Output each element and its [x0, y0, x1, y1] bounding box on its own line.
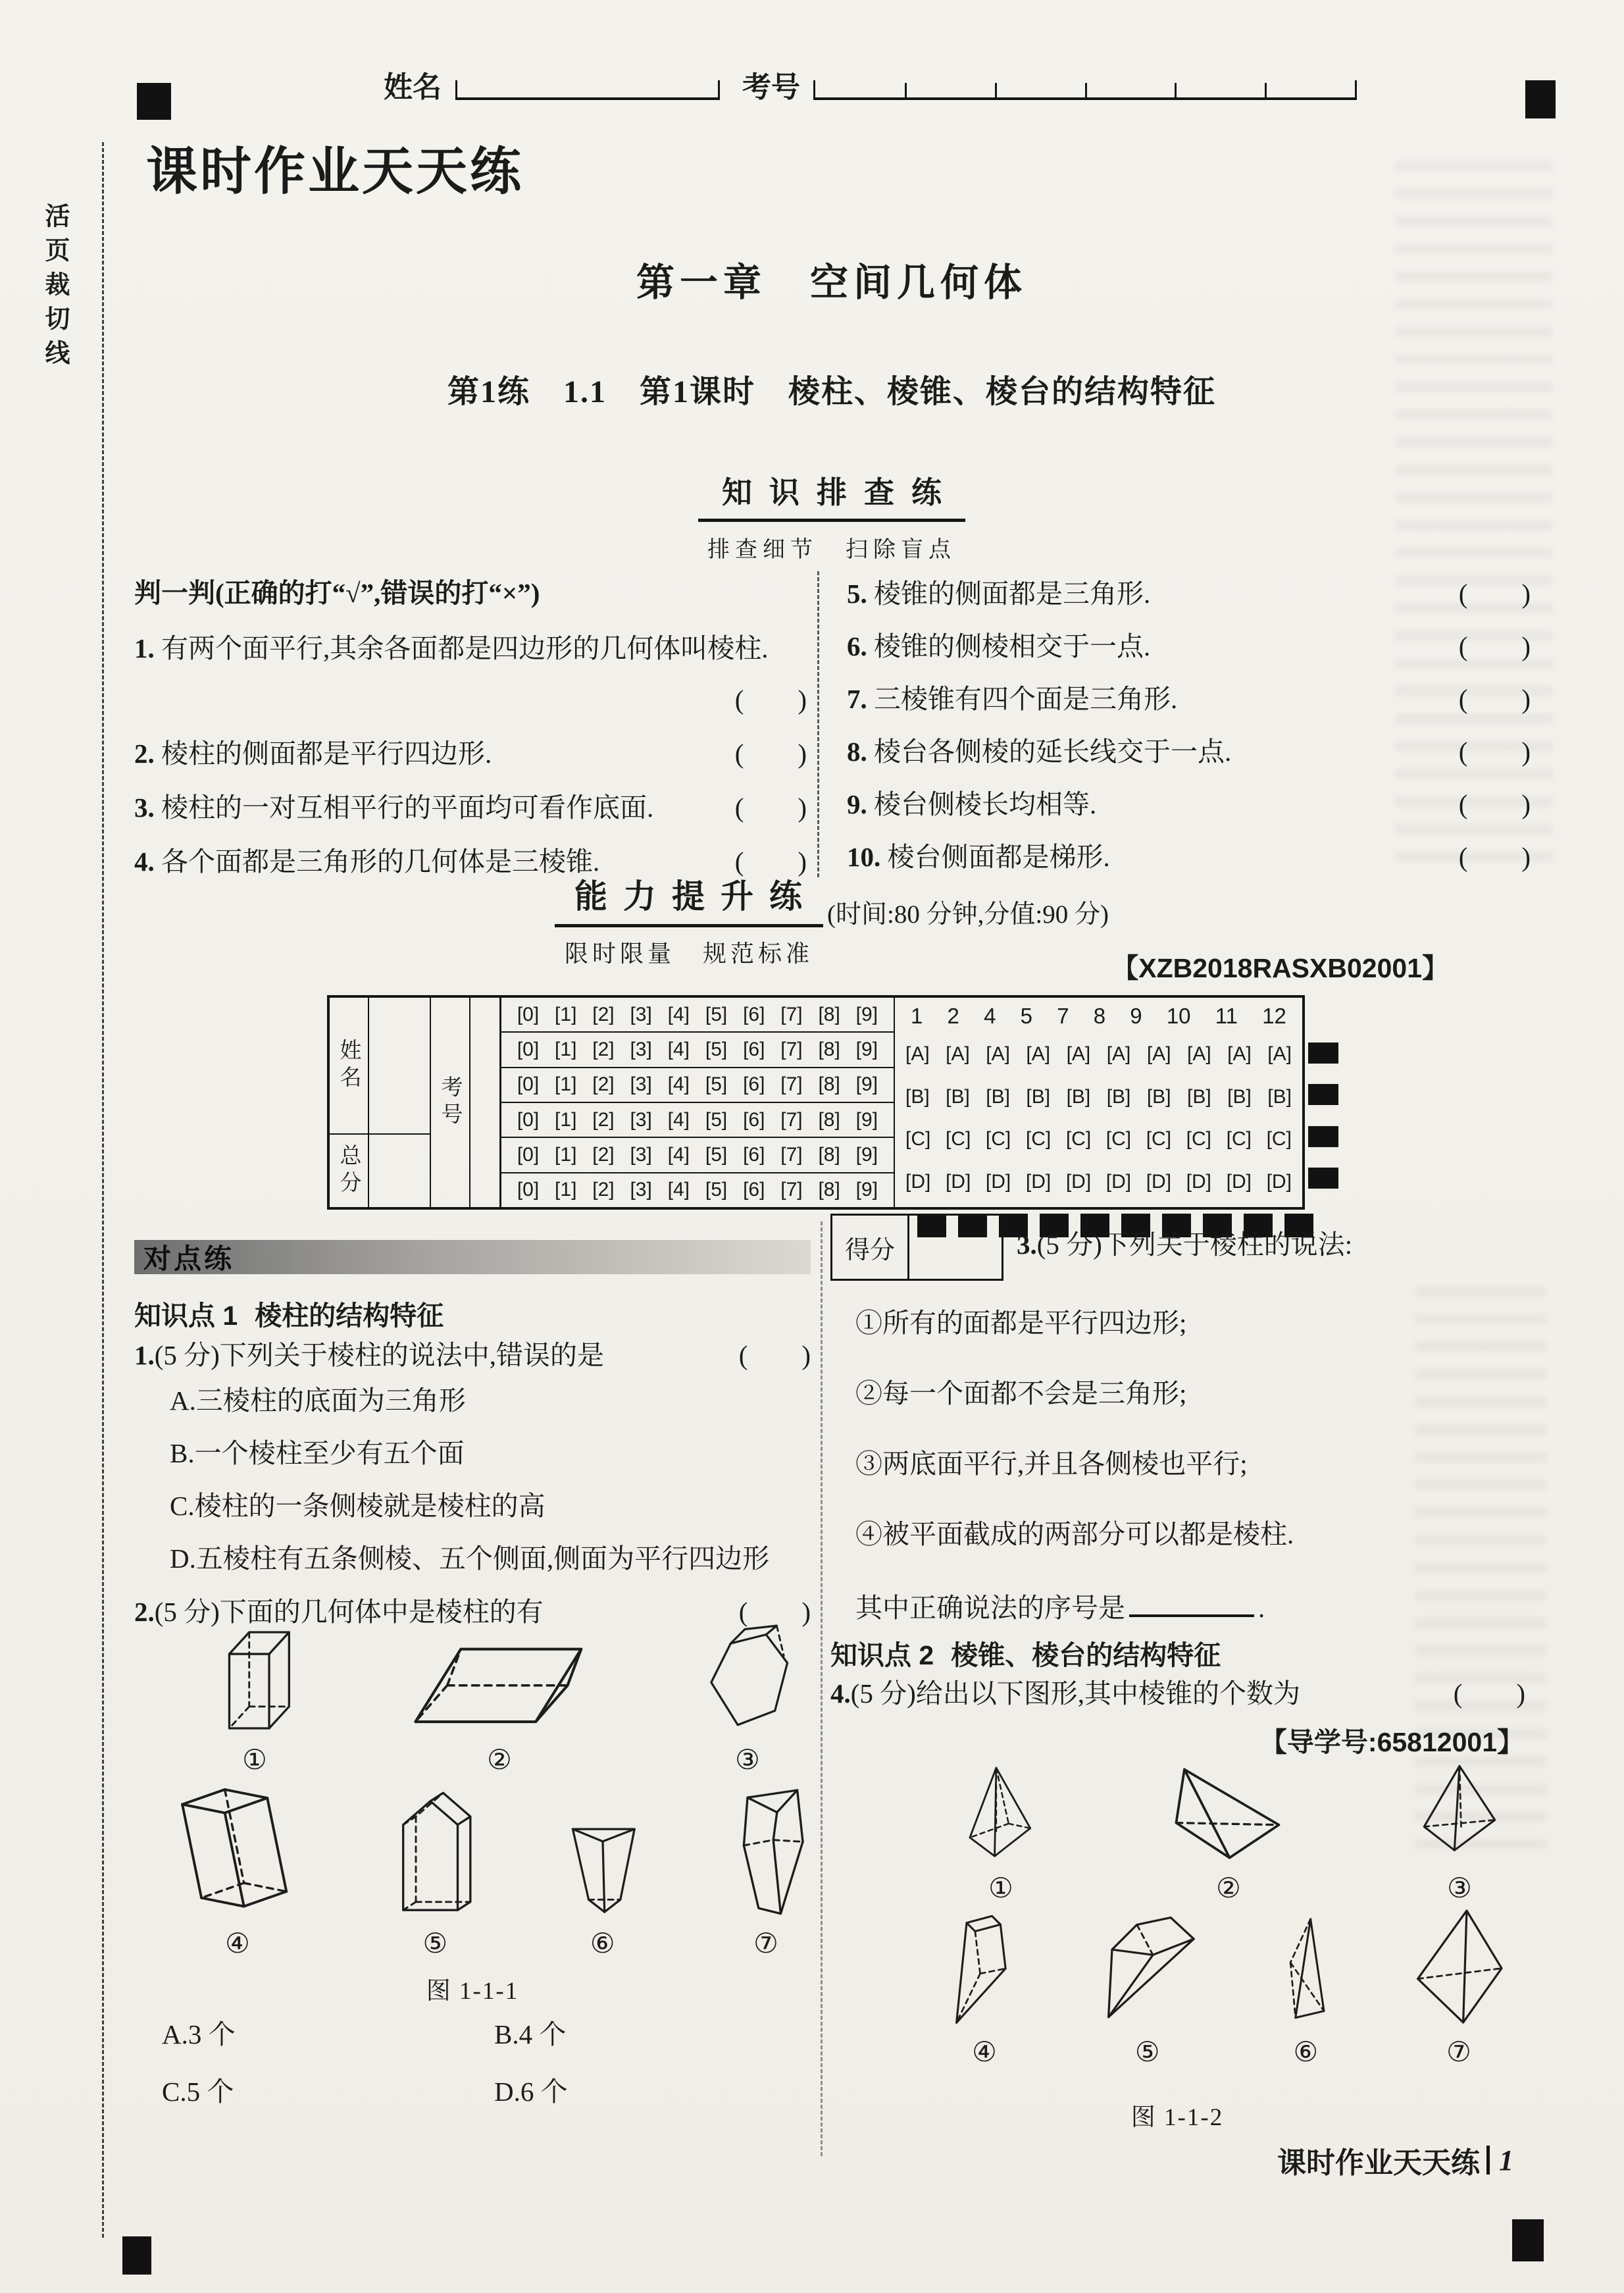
answer-paren: ( ) — [1458, 842, 1531, 872]
question-number: 8 — [1093, 1004, 1106, 1028]
page-footer — [987, 2139, 1513, 2181]
question-number: 10 — [1166, 1004, 1191, 1028]
option-bubble: [A] — [1146, 1043, 1171, 1066]
figure-1-1-1-row1 — [209, 1618, 796, 1776]
ability-title: 能力提升练 — [555, 870, 823, 927]
bubble-row-d — [905, 1161, 1292, 1204]
answer-paren: ( ) — [734, 738, 807, 769]
pyramid-drawing — [1417, 1763, 1502, 1864]
figure-label: ② — [1216, 1874, 1241, 1904]
digit-bubble: [1] — [555, 1179, 577, 1201]
digit-bubble: [8] — [818, 1073, 840, 1096]
figure-standing-prism — [559, 1795, 647, 1960]
question-2-answers — [162, 2013, 780, 2109]
digit-row — [501, 1138, 894, 1173]
option-bubble: [C] — [1226, 1128, 1252, 1150]
option-bubble: [A] — [1066, 1043, 1091, 1066]
hexagonal-solid-drawing — [699, 1620, 796, 1736]
tf-left-list — [134, 632, 807, 877]
tetrahedron-drawing — [1172, 1761, 1285, 1864]
option-bubble: [D] — [1226, 1170, 1252, 1193]
spot-practice-banner — [134, 1240, 811, 1274]
tf-question: 6. 棱锥的侧棱相交于一点. ( ) — [847, 631, 1531, 661]
digit-bubble: [9] — [855, 1108, 878, 1131]
digit-bubble: [2] — [592, 1179, 615, 1201]
footer-divider — [1486, 2146, 1490, 2175]
digit-bubble: [6] — [743, 1038, 765, 1060]
digit-bubble: [6] — [743, 1143, 765, 1166]
figure-wedge — [946, 1909, 1023, 2069]
answer-paren: ( ) — [1458, 684, 1531, 714]
omr-answer-sheet — [327, 995, 1305, 1210]
figure-label: ④ — [972, 2038, 997, 2068]
digit-bubble: [2] — [592, 1073, 615, 1096]
option-bubble: [A] — [1026, 1043, 1051, 1066]
option-bubble: [C] — [1025, 1128, 1052, 1150]
figure-oblique-prism — [163, 1781, 312, 1960]
option-bubble: [B] — [1146, 1085, 1171, 1108]
digit-bubble: [6] — [743, 1003, 765, 1025]
sheet-name-blank — [369, 998, 430, 1135]
answer-paren: ( ) — [1458, 789, 1531, 819]
cut-dashed-line — [102, 142, 104, 2238]
option: A.三棱柱的底面为三角形 — [170, 1385, 466, 1416]
answer-paren: ( ) — [1458, 631, 1531, 661]
book-title: 课时作业天天练 — [146, 142, 524, 200]
digit-bubble: [7] — [780, 1003, 803, 1025]
digit-bubble: [5] — [705, 1038, 728, 1060]
timing-mark — [1308, 1043, 1338, 1064]
tf-right-column — [817, 571, 1531, 877]
registration-mark-top-right — [1525, 80, 1556, 118]
digit-bubble: [2] — [592, 1108, 615, 1131]
digit-bubble: [3] — [630, 1038, 652, 1060]
ability-time-score: (时间:80 分钟,分值:90 分) — [827, 900, 1109, 929]
option-bubble: [D] — [1186, 1170, 1212, 1193]
figure-twisted-solid — [720, 1781, 812, 1960]
figure-label: ③ — [1447, 1874, 1472, 1904]
digit-bubble: [9] — [855, 1179, 878, 1201]
timing-mark — [1308, 1084, 1338, 1105]
digit-bubble: [6] — [743, 1179, 765, 1201]
question-number: 7 — [1057, 1004, 1069, 1028]
option-bubble: [B] — [1066, 1085, 1091, 1108]
figure-1-1-1-caption: 图 1-1-1 — [426, 1978, 519, 2005]
sheet-name-label: 姓名 — [330, 998, 368, 1135]
question-number: 9 — [1130, 1004, 1142, 1028]
digit-bubble: [2] — [592, 1038, 615, 1060]
answer-paren: ( ) — [1458, 736, 1531, 767]
timing-mark — [1308, 1126, 1338, 1147]
score-label: 得分 — [832, 1216, 909, 1279]
digit-bubble: [1] — [555, 1003, 577, 1025]
sheet-examno-column — [431, 998, 470, 1207]
knowledge-point-1: 知识点 1 棱柱的结构特征 — [134, 1301, 444, 1331]
option-bubble: [D] — [985, 1170, 1011, 1193]
figure-label: ⑤ — [1134, 2038, 1160, 2068]
knowledge-point-2: 知识点 2 棱锥、棱台的结构特征 — [830, 1640, 1221, 1670]
score-box — [830, 1214, 1003, 1281]
digit-bubble: [2] — [592, 1143, 615, 1166]
figure-tetrahedron-1 — [1172, 1761, 1285, 1905]
digit-bubble: [7] — [780, 1073, 803, 1096]
option-bubble: [C] — [905, 1128, 931, 1150]
figure-pyramid-3 — [1411, 1905, 1507, 2069]
digit-bubble: [9] — [855, 1143, 878, 1166]
answer-paren: ( ) — [734, 846, 807, 877]
option-bubble: [A] — [946, 1043, 970, 1066]
twisted-solid-drawing — [720, 1781, 812, 1919]
option-bubble: [C] — [985, 1128, 1011, 1150]
sheet-spacer-column — [470, 998, 501, 1207]
digit-bubble: [3] — [630, 1179, 652, 1201]
tf-question: 4. 各个面都是三角形的几何体是三棱锥. ( ) — [134, 846, 807, 877]
tf-left-column — [134, 571, 817, 877]
question-1-options — [170, 1385, 815, 1595]
option-bubble: [A] — [905, 1043, 930, 1066]
digit-row — [501, 1033, 894, 1068]
oblique-prism-drawing — [163, 1781, 312, 1919]
tf-question: 5. 棱锥的侧面都是三角形. ( ) — [847, 579, 1531, 609]
chapter-title: 第一章 空间几何体 — [636, 261, 1027, 304]
sheet-bubble-area — [895, 998, 1302, 1207]
option-bubble: [D] — [1105, 1170, 1132, 1193]
statement: ④被平面截成的两部分可以都是棱柱. — [855, 1519, 1294, 1549]
figure-label: ⑦ — [1446, 2038, 1471, 2068]
digit-bubble: [7] — [780, 1038, 803, 1060]
digit-bubble: [0] — [517, 1003, 540, 1025]
digit-bubble: [5] — [705, 1179, 728, 1201]
option-bubble: [A] — [1186, 1043, 1211, 1066]
digit-bubble: [0] — [517, 1143, 540, 1166]
figure-hexagonal-solid — [699, 1620, 796, 1776]
question-number: 4 — [984, 1004, 996, 1028]
answer-paren: ( ) — [738, 1340, 811, 1370]
thin-tetrahedron-drawing — [1272, 1911, 1339, 2028]
figure-label: ⑥ — [1293, 2038, 1319, 2068]
option-bubble: [B] — [1026, 1085, 1051, 1108]
sheet-digit-grid — [501, 998, 895, 1207]
option-bubble: [C] — [1146, 1128, 1172, 1150]
digit-bubble: [4] — [667, 1073, 690, 1096]
knowledge-check-heading — [134, 469, 1529, 563]
digit-bubble: [4] — [667, 1003, 690, 1025]
option-bubble: [B] — [905, 1085, 930, 1108]
digit-bubble: [5] — [705, 1003, 728, 1025]
digit-bubble: [0] — [517, 1073, 540, 1096]
option: B.一个棱柱至少有五个面 — [170, 1438, 465, 1468]
digit-bubble: [4] — [667, 1108, 690, 1131]
name-blank-line — [455, 80, 720, 100]
guide-code: 【导学号:65812001】 — [1259, 1727, 1524, 1757]
tf-question: 1. 有两个面平行,其余各面都是四边形的几何体叫棱柱. ( ) — [134, 633, 807, 715]
option-bubble: [A] — [1267, 1043, 1292, 1066]
question-number: 11 — [1215, 1004, 1238, 1028]
digit-bubble: [8] — [818, 1003, 840, 1025]
paper-code: 【XZB2018RASXB02001】 — [1111, 953, 1449, 983]
score-blank — [909, 1216, 1002, 1279]
option-bubble: [C] — [1065, 1128, 1092, 1150]
statement: ①所有的面都是平行四边形; — [855, 1308, 1187, 1338]
timing-mark — [1308, 1168, 1338, 1189]
figure-1-1-2-row2 — [946, 1903, 1507, 2069]
true-false-section — [134, 571, 1531, 877]
figure-pyramid-1 — [962, 1763, 1040, 1905]
question-3: 3.(5 分)下列关于棱柱的说法: — [1017, 1229, 1353, 1260]
answer-option: C.5 个 — [162, 2076, 234, 2107]
figure-label: ② — [487, 1745, 512, 1776]
digit-bubble: [3] — [630, 1003, 652, 1025]
digit-bubble: [5] — [705, 1108, 728, 1131]
answer-paren: ( ) — [1458, 579, 1531, 609]
registration-mark-bottom-left — [122, 2236, 151, 2275]
option-bubble: [B] — [1227, 1085, 1252, 1108]
figure-label: ① — [242, 1745, 267, 1776]
knowledge-check-title: 知识排查练 — [698, 469, 965, 522]
figure-label: ③ — [735, 1745, 760, 1776]
footer-brand: 课时作业天天练 — [1277, 2147, 1480, 2179]
digit-bubble: [8] — [818, 1038, 840, 1060]
option-bubble: [A] — [986, 1043, 1010, 1066]
complex-solid-drawing — [1094, 1903, 1201, 2028]
figure-cuboid — [209, 1618, 300, 1776]
ability-subtitle: 限时限量 规范标准 — [565, 940, 814, 967]
digit-bubble: [9] — [855, 1038, 878, 1060]
sheet-total-blank — [369, 1135, 430, 1207]
digit-row — [501, 1103, 894, 1138]
figure-label: ⑦ — [753, 1929, 778, 1959]
spot-practice-title: 对点练 — [143, 1243, 235, 1274]
lying-prism-drawing — [409, 1622, 590, 1736]
figure-1-1-1-row2 — [163, 1781, 812, 1960]
figure-lying-prism — [409, 1622, 590, 1776]
question-number: 1 — [911, 1004, 923, 1028]
fill-in-blank — [1129, 1592, 1254, 1617]
answer-option: A.3 个 — [162, 2019, 236, 2049]
option-bubble: [D] — [1025, 1170, 1052, 1193]
name-label: 姓名 — [384, 71, 442, 103]
digit-bubble: [8] — [818, 1143, 840, 1166]
answer-paren: ( ) — [738, 1597, 811, 1627]
digit-bubble: [1] — [555, 1108, 577, 1131]
digit-bubble: [0] — [517, 1038, 540, 1060]
digit-bubble: [9] — [855, 1073, 878, 1096]
digit-bubble: [8] — [818, 1179, 840, 1201]
option-bubble: [D] — [1146, 1170, 1172, 1193]
digit-bubble: [0] — [517, 1108, 540, 1131]
pyramid-drawing — [962, 1763, 1040, 1864]
answer-paren: ( ) — [734, 684, 807, 715]
digit-bubble: [1] — [555, 1143, 577, 1166]
option-bubble: [B] — [1186, 1085, 1211, 1108]
digit-bubble: [0] — [517, 1179, 540, 1201]
option-bubble: [C] — [945, 1128, 971, 1150]
statement: ③两底面平行,并且各侧棱也平行; — [855, 1449, 1248, 1479]
figure-label: ④ — [225, 1929, 250, 1959]
digit-bubble: [2] — [592, 1003, 615, 1025]
exam-number-label: 考号 — [742, 71, 800, 103]
digit-bubble: [1] — [555, 1073, 577, 1096]
cuboid-drawing — [209, 1618, 300, 1736]
option-bubble: [D] — [1266, 1170, 1292, 1193]
question-number: 12 — [1262, 1004, 1286, 1028]
figure-label: ① — [988, 1874, 1013, 1904]
option-bubble: [C] — [1105, 1128, 1132, 1150]
digit-bubble: [4] — [667, 1038, 690, 1060]
question-1: 1.(5 分)下列关于棱柱的说法中,错误的是 ( ) — [134, 1340, 811, 1370]
lesson-title: 第1练 1.1 第1课时 棱柱、棱锥、棱台的结构特征 — [447, 374, 1216, 409]
figure-label: ⑤ — [422, 1929, 448, 1959]
digit-bubble: [4] — [667, 1179, 690, 1201]
figure-1-1-2-caption: 图 1-1-2 — [1130, 2104, 1224, 2131]
digit-bubble: [7] — [780, 1143, 803, 1166]
option-bubble: [C] — [1266, 1128, 1292, 1150]
tf-question: 8. 棱台各侧棱的延长线交于一点. ( ) — [847, 736, 1531, 767]
column-divider — [821, 1222, 823, 2156]
standing-prism-drawing — [559, 1795, 647, 1919]
question-3-statements — [855, 1307, 1513, 1589]
tf-question: 7. 三棱锥有四个面是三角形. ( ) — [847, 684, 1531, 714]
figure-label: ⑥ — [590, 1929, 615, 1959]
digit-row — [501, 998, 894, 1033]
option-bubble: [B] — [946, 1085, 970, 1108]
registration-mark-bottom-right — [1512, 2219, 1544, 2261]
digit-bubble: [6] — [743, 1073, 765, 1096]
question-3-conclusion: 其中正确说法的序号是 . — [855, 1593, 1265, 1623]
digit-bubble: [3] — [630, 1073, 652, 1096]
question-number: 2 — [947, 1004, 959, 1028]
option-bubble: [B] — [1267, 1085, 1292, 1108]
option-bubble: [C] — [1186, 1128, 1212, 1150]
tf-question: 10. 棱台侧面都是梯形. ( ) — [847, 842, 1531, 872]
question-2: 2.(5 分)下面的几何体中是棱柱的有 ( ) — [134, 1597, 811, 1627]
option-bubble: [B] — [1106, 1085, 1131, 1108]
digit-bubble: [5] — [705, 1073, 728, 1096]
figure-thin-tetrahedron — [1272, 1911, 1339, 2069]
answer-option: B.4 个 — [494, 2019, 567, 2049]
cut-line-label: 活页裁切线 — [41, 203, 68, 374]
option-bubble: [D] — [945, 1170, 971, 1193]
digit-row — [501, 1173, 894, 1207]
digit-bubble: [4] — [667, 1143, 690, 1166]
statement: ②每一个面都不会是三角形; — [855, 1378, 1187, 1408]
bubble-question-numbers — [905, 999, 1292, 1033]
digit-bubble: [3] — [630, 1108, 652, 1131]
sheet-label-column — [330, 998, 369, 1207]
option-bubble: [D] — [905, 1170, 931, 1193]
tf-question: 2. 棱柱的侧面都是平行四边形. ( ) — [134, 738, 807, 769]
figure-pyramid-2 — [1417, 1763, 1502, 1905]
question-4: 4.(5 分)给出以下图形,其中棱锥的个数为 ( ) — [830, 1678, 1525, 1709]
digit-bubble: [6] — [743, 1108, 765, 1131]
option-bubble: [A] — [1227, 1043, 1252, 1066]
figure-pentagonal-prism — [385, 1783, 485, 1960]
answer-option: D.6 个 — [494, 2076, 568, 2107]
option-bubble: [A] — [1106, 1043, 1131, 1066]
tf-question: 9. 棱台侧棱长均相等. ( ) — [847, 789, 1531, 819]
bubble-row-a — [905, 1033, 1292, 1076]
digit-bubble: [8] — [818, 1108, 840, 1131]
page-number: 1 — [1499, 2144, 1513, 2177]
digit-bubble: [7] — [780, 1108, 803, 1131]
registration-mark-top-left — [137, 83, 171, 120]
pentagonal-prism-drawing — [385, 1783, 485, 1919]
digit-bubble: [1] — [555, 1038, 577, 1060]
digit-bubble: [7] — [780, 1179, 803, 1201]
option: C.棱柱的一条侧棱就是棱柱的高 — [170, 1491, 546, 1521]
bubble-row-c — [905, 1118, 1292, 1161]
bubble-row-b — [905, 1076, 1292, 1119]
digit-row — [501, 1068, 894, 1103]
sheet-total-label: 总分 — [336, 1144, 361, 1198]
knowledge-check-subtitle: 排查细节 扫除盲点 — [707, 538, 956, 562]
option-bubble: [D] — [1065, 1170, 1092, 1193]
pyramid-drawing — [1411, 1905, 1507, 2028]
question-number: 5 — [1020, 1004, 1032, 1028]
exam-number-boxes — [813, 80, 1357, 100]
tf-right-list — [847, 578, 1531, 873]
figure-1-1-2-row1 — [962, 1761, 1502, 1905]
figure-complex-solid — [1094, 1903, 1201, 2069]
answer-paren: ( ) — [734, 792, 807, 823]
sheet-examno-label: 考号 — [438, 1075, 462, 1129]
sheet-writein-column — [369, 998, 431, 1207]
answer-paren: ( ) — [1453, 1678, 1525, 1709]
tf-instruction: 判一判(正确的打“√”,错误的打“×”) — [134, 578, 540, 608]
wedge-drawing — [946, 1909, 1023, 2028]
digit-bubble: [3] — [630, 1143, 652, 1166]
digit-bubble: [5] — [705, 1143, 728, 1166]
digit-bubble: [9] — [855, 1003, 878, 1025]
option-bubble: [B] — [986, 1085, 1010, 1108]
option: D.五棱柱有五条侧棱、五个侧面,侧面为平行四边形 — [170, 1543, 770, 1574]
tf-question: 3. 棱柱的一对互相平行的平面均可看作底面. ( ) — [134, 792, 807, 823]
